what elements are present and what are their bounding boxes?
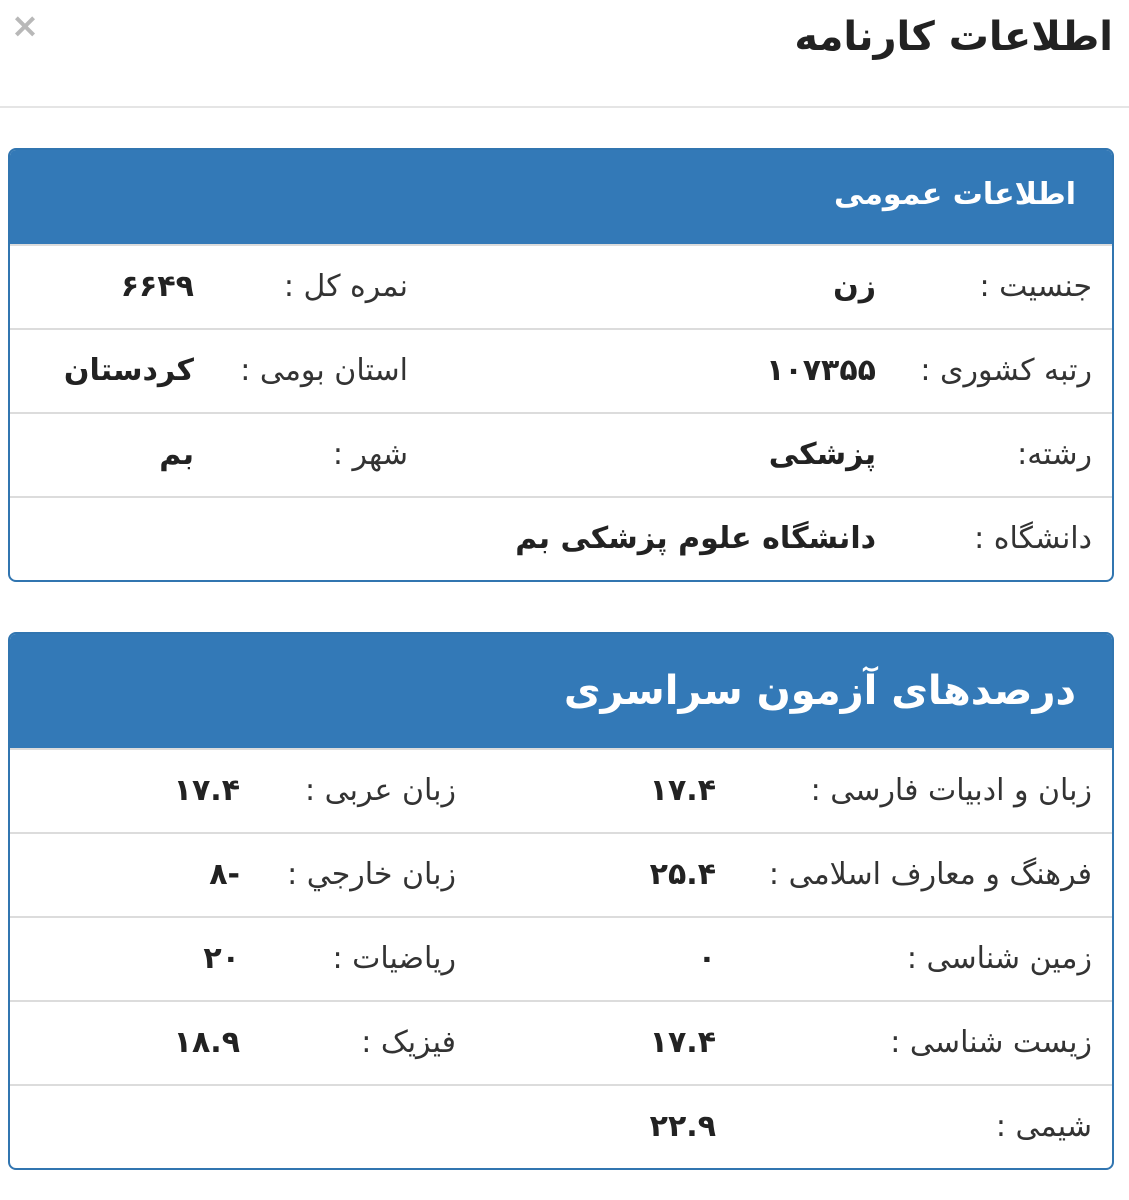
university-value: دانشگاه علوم پزشکی بم [515, 521, 876, 556]
table-row [10, 1000, 1112, 1084]
national-rank-label: رتبه کشوری : [920, 353, 1092, 388]
city-label: شهر : [332, 437, 408, 472]
modal-title: اطلاعات کارنامه [794, 14, 1113, 60]
persian-literature-label: زبان و ادبیات فارسی : [810, 773, 1092, 808]
islamic-studies-label: فرهنگ و معارف اسلامی : [768, 857, 1092, 892]
foreign-language-label: زبان خارجي : [287, 857, 456, 892]
persian-literature-value: ۱۷.۴ [649, 773, 716, 808]
exam-percentages-panel [8, 632, 1114, 1170]
general-info-heading: اطلاعات عمومی [10, 150, 1112, 244]
city-value: بم [159, 437, 194, 472]
total-score-label: نمره کل : [283, 269, 408, 304]
modal-header [0, 0, 1129, 108]
table-row [10, 328, 1112, 412]
native-province-label: استان بومی : [240, 353, 408, 388]
biology-value: ۱۷.۴ [649, 1025, 716, 1060]
table-row [10, 916, 1112, 1000]
table-row [10, 412, 1112, 496]
biology-label: زیست شناسی : [890, 1025, 1092, 1060]
table-row [10, 1084, 1112, 1168]
major-value: پزشکی [768, 437, 876, 472]
geology-value: ۰ [697, 941, 716, 976]
exam-percentages-heading: درصدهای آزمون سراسری [10, 634, 1112, 748]
gender-label: جنسیت : [979, 269, 1092, 304]
total-score-value: ۶۶۴۹ [120, 269, 194, 304]
table-row [10, 496, 1112, 580]
gender-value: زن [833, 269, 876, 304]
islamic-studies-value: ۲۵.۴ [649, 857, 716, 892]
university-label: دانشگاه : [974, 521, 1092, 556]
mathematics-value: ۲۰ [203, 941, 240, 976]
table-row [10, 244, 1112, 328]
geology-label: زمین شناسی : [906, 941, 1092, 976]
chemistry-label: شیمی : [995, 1109, 1092, 1144]
chemistry-value: ۲۲.۹ [649, 1109, 716, 1144]
arabic-value: ۱۷.۴ [173, 773, 240, 808]
major-label: رشته: [1017, 437, 1092, 472]
foreign-language-value: -۸ [209, 857, 240, 892]
physics-label: فیزیک : [361, 1025, 456, 1060]
table-row [10, 748, 1112, 832]
native-province-value: کردستان [63, 353, 194, 388]
arabic-label: زبان عربی : [305, 773, 456, 808]
table-row [10, 832, 1112, 916]
general-info-panel [8, 148, 1114, 582]
national-rank-value: ۱۰۷۳۵۵ [766, 353, 876, 388]
physics-value: ۱۸.۹ [173, 1025, 240, 1060]
mathematics-label: رياضيات : [332, 941, 456, 976]
close-icon[interactable]: × [10, 6, 40, 46]
